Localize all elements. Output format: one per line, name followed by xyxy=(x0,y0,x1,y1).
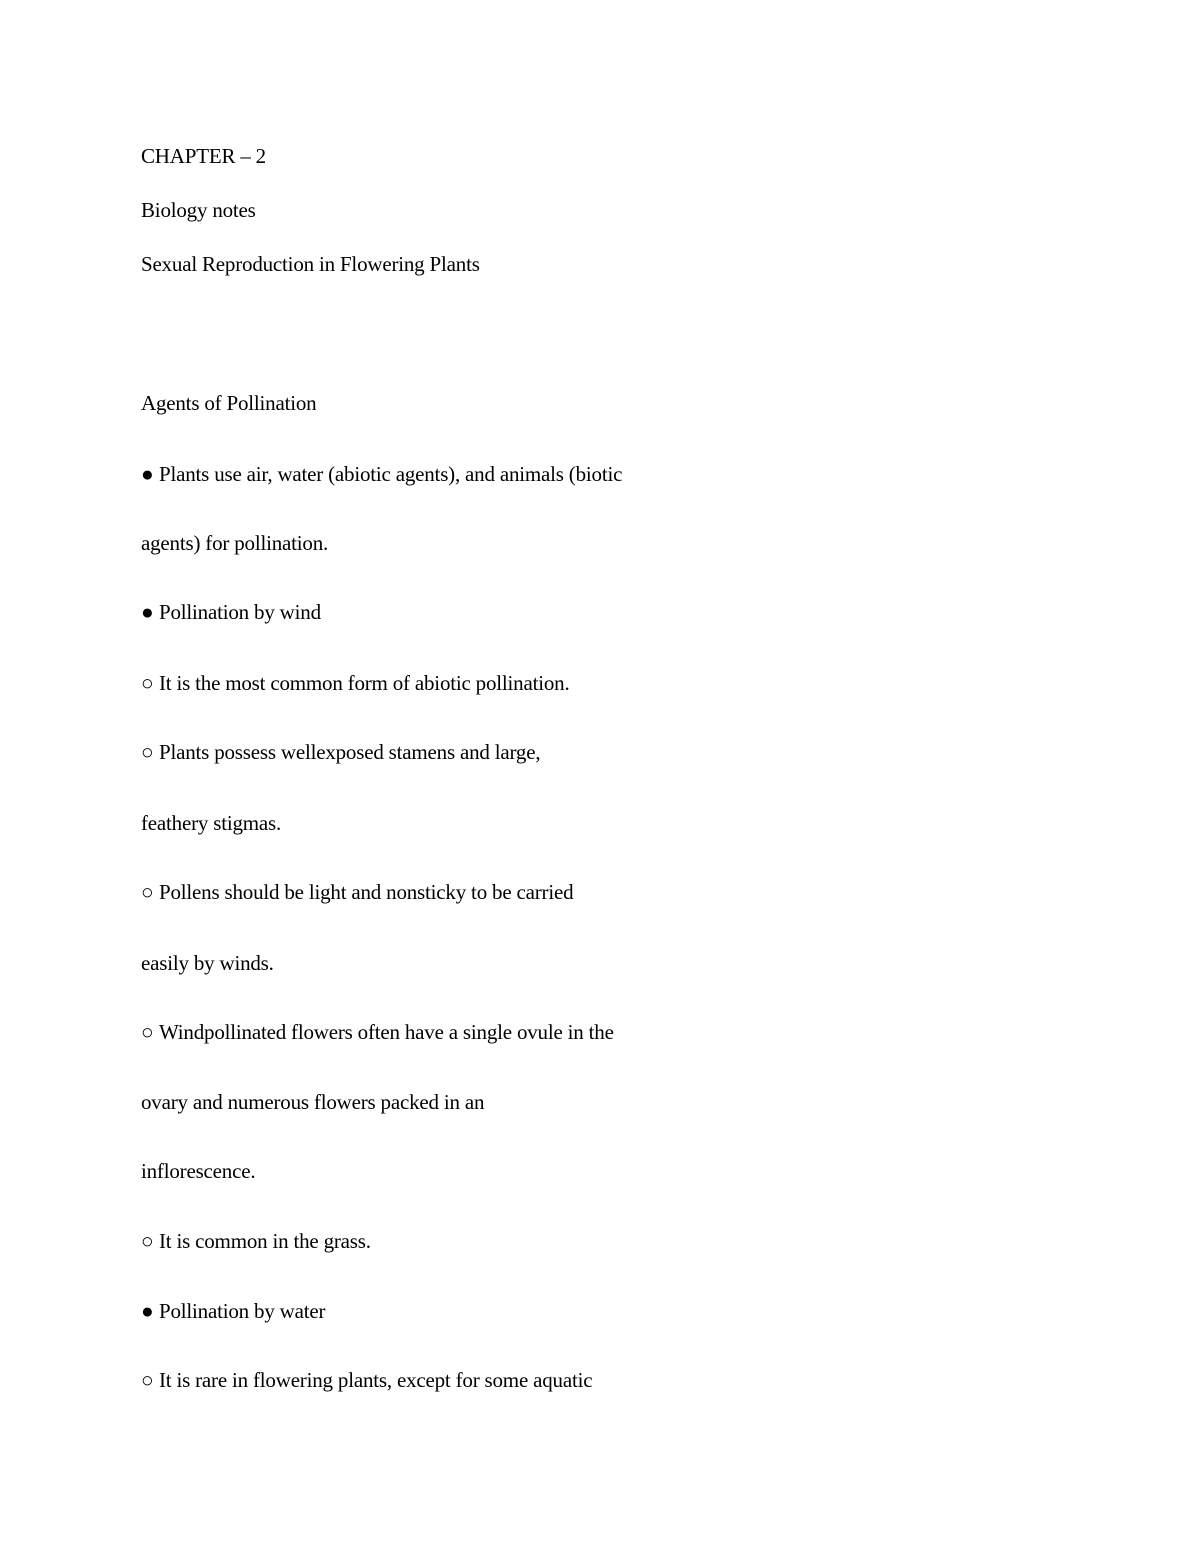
line-text: Plants use air, water (abiotic agents), and animals (biotic xyxy=(159,462,623,486)
line-text: Pollens should be light and nonsticky to be carried xyxy=(159,880,574,904)
filled-bullet-icon: ● xyxy=(141,462,154,486)
line-text: Windpollinated flowers often have a single ovule in the xyxy=(159,1020,614,1044)
text-line xyxy=(141,669,570,697)
line-text: It is common in the grass. xyxy=(159,1229,371,1253)
line-text: Plants possess wellexposed stamens and large, xyxy=(159,740,541,764)
text-line xyxy=(141,878,573,906)
text-line xyxy=(141,1297,325,1325)
chapter-heading: CHAPTER – 2 xyxy=(141,144,266,168)
line-text: Pollination by wind xyxy=(159,600,321,624)
hollow-bullet-icon: ○ xyxy=(141,1020,154,1044)
text-line xyxy=(141,738,540,766)
section-heading: Agents of Pollination xyxy=(141,391,317,415)
subject-label: Biology notes xyxy=(141,198,256,222)
text-line xyxy=(141,460,622,488)
line-text: agents) for pollination. xyxy=(141,531,329,555)
hollow-bullet-icon: ○ xyxy=(141,1229,154,1253)
text-line xyxy=(141,529,328,557)
filled-bullet-icon: ● xyxy=(141,1299,154,1323)
line-text: It is the most common form of abiotic pollination. xyxy=(159,671,570,695)
text-line xyxy=(141,1366,592,1394)
line-text: easily by winds. xyxy=(141,951,274,975)
line-text: inflorescence. xyxy=(141,1159,256,1183)
text-line xyxy=(141,1018,614,1046)
text-line xyxy=(141,949,274,977)
text-line xyxy=(141,598,321,626)
document-title: Sexual Reproduction in Flowering Plants xyxy=(141,252,480,276)
text-line xyxy=(141,809,281,837)
line-text: ovary and numerous flowers packed in an xyxy=(141,1090,485,1114)
text-line xyxy=(141,1088,484,1116)
line-text: Pollination by water xyxy=(159,1299,326,1323)
hollow-bullet-icon: ○ xyxy=(141,1368,154,1392)
line-text: It is rare in flowering plants, except for some aquatic xyxy=(159,1368,593,1392)
filled-bullet-icon: ● xyxy=(141,600,154,624)
text-line xyxy=(141,1157,255,1185)
hollow-bullet-icon: ○ xyxy=(141,740,154,764)
hollow-bullet-icon: ○ xyxy=(141,880,154,904)
text-line xyxy=(141,1227,371,1255)
line-text: feathery stigmas. xyxy=(141,811,282,835)
hollow-bullet-icon: ○ xyxy=(141,671,154,695)
